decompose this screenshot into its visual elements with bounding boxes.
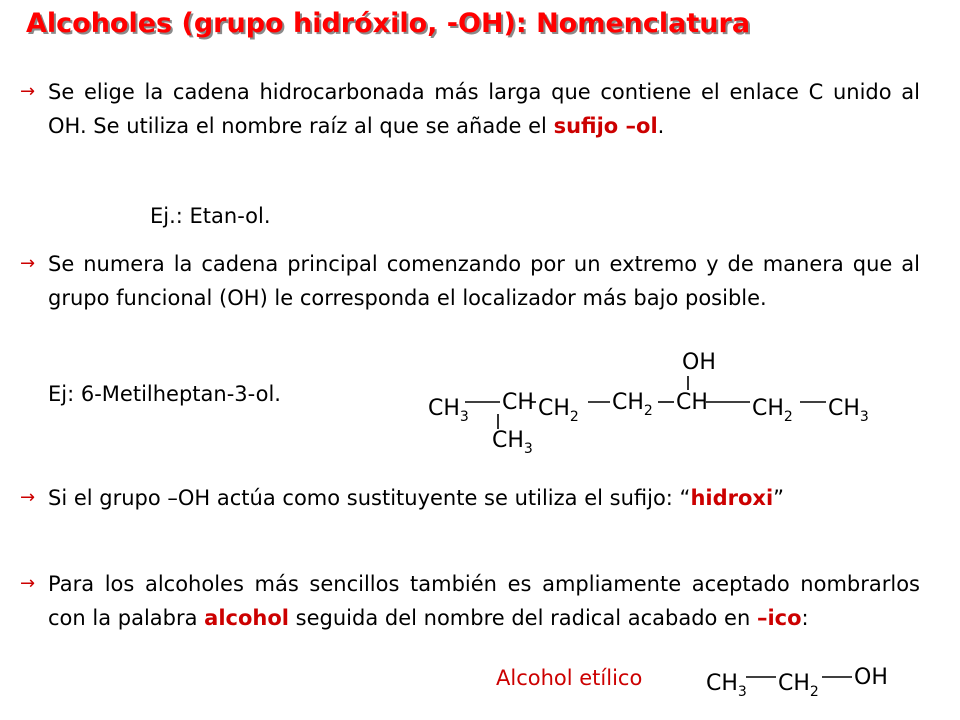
atom-oh: OH: [682, 350, 716, 375]
bullet-longest-chain: [20, 75, 920, 143]
atom-c1: $CH_3$: [706, 671, 747, 700]
bullet-hidroxi: [20, 481, 920, 515]
bullet-text: Se elige la cadena hidrocarbonada más larga que contiene el enlace C unido al OH. Se utiliza el nombre raíz al que se añade el sufijo –ol.: [48, 80, 920, 138]
bullet-text: Si el grupo –OH actúa como sustituyente se utiliza el sufijo: “hidroxi”: [48, 486, 785, 510]
arrow-bullet-icon: →: [20, 81, 36, 102]
example-alcohol-etilico: Alcohol etílico: [496, 666, 643, 690]
structure-metilheptanol: [420, 345, 900, 465]
atom-c2: CH: [502, 390, 534, 415]
atom-methyl: $CH_3$: [492, 428, 533, 457]
atom-c5: CH: [676, 390, 708, 415]
arrow-bullet-icon: →: [20, 487, 36, 508]
arrow-bullet-icon: →: [20, 253, 36, 274]
example-etanol: Ej.: Etan-ol.: [150, 204, 271, 228]
atom-c1: $CH_3$: [428, 396, 469, 425]
bullet-alcohol-name: [20, 567, 920, 635]
atom-c4: $CH_2$: [612, 390, 653, 419]
atom-c2: $CH_2$: [778, 671, 819, 700]
atom-oh: OH: [854, 665, 888, 690]
bullet-text: Para los alcoholes más sencillos también es ampliamente aceptado nombrarlos con la palabra alcohol seguida del nombre del radical acabado en –ico:: [48, 572, 920, 630]
example-metilheptanol: Ej: 6-Metilheptan-3-ol.: [48, 382, 281, 406]
structure-etanol: [704, 660, 924, 710]
atom-c3: $CH_2$: [538, 396, 579, 425]
bullet-text: Se numera la cadena principal comenzando por un extremo y de manera que al grupo funcional (OH) le corresponda el localizador más bajo posible.: [48, 252, 920, 310]
atom-c6: $CH_2$: [752, 396, 793, 425]
atom-c7: $CH_3$: [828, 396, 869, 425]
slide-title: Alcoholes (grupo hidróxilo, -OH): Nomenclatura: [26, 8, 751, 39]
arrow-bullet-icon: →: [20, 573, 36, 594]
bullet-numbering: [20, 247, 920, 315]
